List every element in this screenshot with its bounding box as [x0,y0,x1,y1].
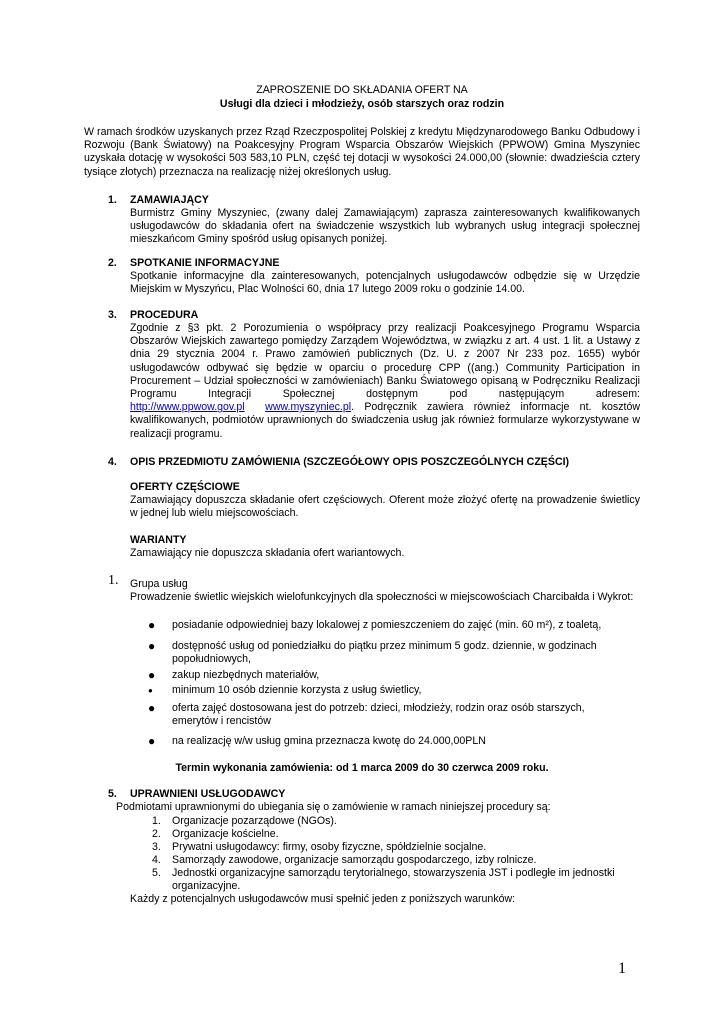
conditions-intro: Każdy z potencjalnych usługodawców musi spełnić jeden z poniższych warunków: [130,893,516,905]
procedure-text: Zgodnie z §3 pkt. 2 Porozumienia o współpracy przy realizacji Poakcesyjnego Programu Wsparcia Obszarów Wiejskich zawartego pomiędzy Zarządem Województwa, w związku z art. 4 ust. 1 lit. a Ustawy z dnia 29 stycznia 2004 r. Prawo zamówień publicznych (Dz. U. z 2007 Nr 233 poz. 1655) wybór usługodawców odbywać się będzie w oparciu o procedurę CPP ((ang.) Community Participation in Procurement – Udział społeczności w zamówieniach) Banku Światowego opisaną w Podręczniku Realizacji Programu Integracji Społecznej dostępnym pod następującym adresem: [130,322,640,401]
document-title-line2: Usługi dla dzieci i młodzieży, osób starszych oraz rodzin [219,98,505,110]
section-heading: OPIS PRZEDMIOTU ZAMÓWIENIA (SZCZEGÓŁOWY OPIS POSZCZEGÓLNYCH CZĘŚCI) [130,456,570,468]
bullet-icon: ● [148,668,156,682]
section-number: 3. [108,309,117,321]
section-body: Burmistrz Gminy Myszyniec, (zwany dalej Zamawiającym) zaprasza zainteresowanych kwalifikowanych usługodawców do składania ofert na świadczenie wszystkich lub wybranych usług integracji społecznej mieszkańcom Gminy spośród usług opisanych poniżej. [130,207,640,246]
myszyniec-link[interactable]: www.myszyniec.pl [265,401,352,414]
oferty-czesciowe-heading: OFERTY CZĘŚCIOWE [130,481,240,493]
section-body [130,322,640,441]
bullet-icon: ● [148,701,156,715]
warianty-heading: WARIANTY [130,534,187,546]
section-number: 4. [108,456,117,468]
section-body: Spotkanie informacyjne dla zainteresowanych, potencjalnych usługodawców odbędzie się w Urzędzie Miejskim w Myszyńcu, Plac Wolności 60, dnia 17 lutego 2009 roku o godzinie 14.00. [130,270,640,296]
bullet-icon: ● [148,734,156,748]
bullet-icon: ● [148,639,156,653]
page-number: 1 [618,960,626,977]
section-number: 2. [108,257,117,269]
group-description: Prowadzenie świetlic wiejskich wielofunkcyjnych dla społeczności w miejscowościach Charcibałda i Wykrot: [130,591,634,603]
oferty-czesciowe-body: Zamawiający dopuszcza składanie ofert częściowych. Oferent może złożyć ofertę na prowadzenie świetlicy w jednej lub wielu miejscowościach. [130,494,640,520]
group-title: Grupa usług [130,578,188,590]
uprawnieni-intro: Podmiotami uprawnionymi do ubiegania się o zamówienie w ramach niniejszej procedury są: [116,801,551,813]
section-heading: PROCEDURA [130,309,199,321]
warianty-body: Zamawiający nie dopuszcza składania ofert wariantowych. [130,547,405,559]
group-number: 1. [108,573,119,588]
section-number: 5. [108,788,117,800]
section-heading: UPRAWNIENI USŁUGODAWCY [130,788,286,800]
section-heading: SPOTKANIE INFORMACYJNE [130,257,280,269]
document-page: ZAPROSZENIE DO SKŁADANIA OFERT NA Usługi dla dzieci i młodzieży, osób starszych oraz rodzin W ramach środków uzyskanych przez Rząd Rzeczpospolitej Polskiej z kredytu Międzynarodowego Banku Odbudowy i Rozwoju (Bank Światowy) na Poakcesyjny Program Wsparcia Obszarów Wiejskich (PPWOW) Gmina Myszyniec uzyskała dotację w wysokości 503 583,10 PLN, część tej dotacji w wysokości 24.000,00 (słownie: dwadzieścia cztery tysiące złotych) przeznacza na realizację niżej określonych usług. 1. ZAMAWIAJĄCY Burmistrz Gminy Myszyniec, (zwany dalej Zamawiającym) zaprasza zainteresowanych kwalifikowanych usługodawców do składania ofert na świadczenie wszystkich lub wybranych usług integracji społecznej mieszkańcom Gminy spośród usług opisanych poniżej. 2. SPOTKANIE INFORMACYJNE Spotkanie informacyjne dla zainteresowanych, potencjalnych usługodawców odbędzie się w Urzędzie Miejskim w Myszyńcu, Plac Wolności 60, dnia 17 lutego 2009 roku o godzinie 14.00. 3. PROCEDURA Zgodnie z §3 pkt. 2 Porozumienia o współpracy przy realizacji Poakcesyjnego Programu Wsparcia Obszarów Wiejskich zawartego pomiędzy Zarządem Województwa, w związku z art. 4 ust. 1 lit. a Ustawy z dnia 29 stycznia 2004 r. Prawo zamówień publicznych (Dz. U. z 2007 Nr 233 poz. 1655) wybór usługodawców odbywać się będzie w oparciu o procedurę CPP ((ang.) Community Participation in Procurement – Udział społeczności w zamówieniach) Banku Światowego opisaną w Podręczniku Realizacji Programu Integracji Społecznej dostępnym pod następującym adresem: http://www.ppwow.gov.pl www.myszyniec.pl. Podręcznik zawiera również informacje nt. kosztów kwalifikowanych, podmiotów uprawnionych do świadczenia usług jak również formularze wykorzystywane w realizacji programu. 4. OPIS PRZEDMIOTU ZAMÓWIENIA (SZCZEGÓŁOWY OPIS POSZCZEGÓLNYCH CZĘŚCI) OFERTY CZĘŚCIOWE Zamawiający dopuszcza składanie ofert częściowych. Oferent może złożyć ofertę na prowadzenie świetlicy w jednej lub wielu miejscowościach. WARIANTY Zamawiający nie dopuszcza składania ofert wariantowych. 1. Grupa usług Prowadzenie świetlic wiejskich wielofunkcyjnych dla społeczności w miejscowościach Charcibałda i Wykrot: ● posiadanie odpowiedniej bazy lokalowej z pomieszczeniem do zajęć (min. 60 m²), z toaletą, ● dostępność usług od poniedziałku do piątku przez minimum 5 godz. dziennie, w godzinach popołudniowych, ● zakup niezbędnych materiałów, ● minimum 10 osób dziennie korzysta z usług świetlicy, ● oferta zajęć dostosowana jest do potrzeb: dzieci, młodzieży, rodzin oraz osób starszych, emerytów i rencistów ● na realizację w/w usług gmina przeznacza kwotę do 24.000,00PLN Termin wykonania zamówienia: od 1 marca 2009 do 30 czerwca 2009 roku. 5. UPRAWNIENI USŁUGODAWCY Podmiotami uprawnionymi do ubiegania się o zamówienie w ramach niniejszej procedury są: 1. Organizacje pozarządowe (NGOs). 2. Organizacje kościelne. 3. Prywatni usługodawcy: firmy, osoby fizyczne, spółdzielnie socjalne. 4. Samorządy zawodowe, organizacje samorządu gospodarczego, izby rolnicze. 5. Jednostki organizacyjne samorządu terytorialnego, stowarzyszenia JST i podległe im jednostki organizacyjne. Każdy z potencjalnych usługodawców musi spełnić jeden z poniższych warunków: 1 [0,0,724,1024]
intro-paragraph: W ramach środków uzyskanych przez Rząd Rzeczpospolitej Polskiej z kredytu Międzynarodowego Banku Odbudowy i Rozwoju (Bank Światowy) na Poakcesyjny Program Wsparcia Obszarów Wiejskich (PPWOW) Gmina Myszyniec uzyskała dotację w wysokości 503 583,10 PLN, część tej dotacji w wysokości 24.000,00 (słownie: dwadzieścia cztery tysiące złotych) przeznacza na realizację niżej określonych usług. [84,126,640,178]
section-heading: ZAMAWIAJĄCY [130,194,209,206]
document-title-line1: ZAPROSZENIE DO SKŁADANIA OFERT NA [256,84,468,96]
deadline-term: Termin wykonania zamówienia: od 1 marca 2009 do 30 czerwca 2009 roku. [175,762,549,774]
bullet-icon: ● [148,618,156,632]
bullet-icon: ● [148,686,153,695]
ppwow-link[interactable]: http://www.ppwow.gov.pl [130,401,245,414]
procedure-text-after: . Podręcznik zawiera również informacje nt. kosztów kwalifikowanych, podmiotów uprawnionych do świadczenia usług jak również formularze wykorzystywane w realizacji programu. [130,401,640,440]
section-number: 1. [108,194,117,206]
